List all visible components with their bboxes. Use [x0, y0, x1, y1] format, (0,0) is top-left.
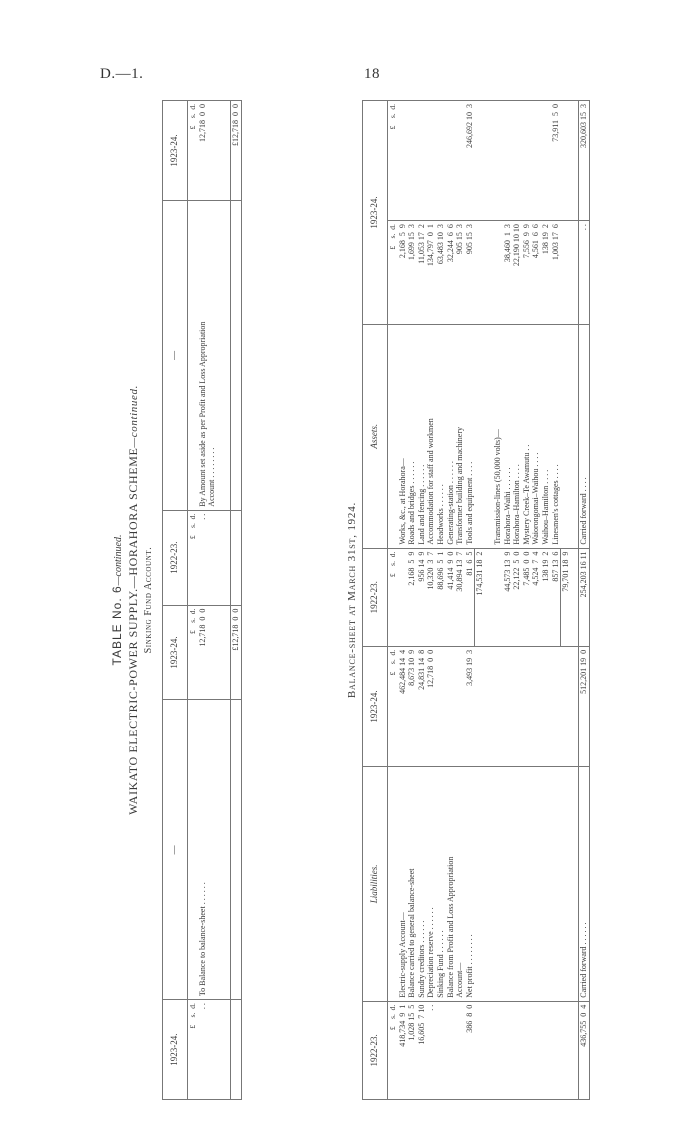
asset-2324-cell: 38,460 1 3	[503, 221, 513, 325]
sf-header-2223: 1922-23.	[163, 510, 188, 605]
sf-header-blank-right: —	[163, 200, 188, 510]
asset-2324-cell: 1,699 15 3	[407, 221, 417, 325]
asset-label: Horahora–Waihi . . . . . .	[503, 324, 513, 548]
liab-2223-cell: . .	[426, 1001, 436, 1099]
asset-2324-cell: 7,556 9 9	[522, 221, 532, 325]
asset-2324-cell: 905 15 3	[455, 221, 465, 325]
asset-2223-cell: 22,122 5 0	[512, 548, 522, 646]
scheme-title: WAIKATO ELECTRIC-POWER SUPPLY.—HORAHORA SCHEME—continued.	[126, 385, 140, 815]
asset-label: Generating-station . . . . . .	[446, 324, 456, 548]
asset-2223-subtotal: 174,531 18 2	[475, 548, 485, 646]
asset-2324-cell: 905 15 3	[465, 221, 475, 325]
bs-unit: £ s. d.	[388, 101, 398, 221]
liab-2324-cell: 12,718 0 0	[426, 646, 436, 766]
liab-2324-cell: 8,673 10 9	[407, 646, 417, 766]
asset-2223-cell: 4,524 7 4	[531, 548, 541, 646]
sf-right-total: £12,718 0 0	[231, 101, 242, 201]
asset-2223-total: 254,203 16 11	[579, 548, 590, 646]
asset-label: Tools and equipment . . . .	[465, 324, 475, 548]
asset-label: Horahora–Hamilton . . . .	[512, 324, 522, 548]
asset-label: Waihou–Hamilton . . . .	[541, 324, 551, 548]
balance-sheet-table	[362, 100, 590, 1100]
asset-2324-cell: 63,483 10 3	[436, 221, 446, 325]
bs-header-assets: Assets.	[363, 324, 388, 548]
sf-unit-2223: £ s. d.	[188, 510, 198, 605]
asset-2324-subtotal-2: 73,911 5 0	[551, 101, 561, 221]
page-number: 18	[364, 66, 380, 82]
asset-2324-cell: 134,797 0 1	[426, 221, 436, 325]
sf-mid-value: 12,718 0 0	[198, 605, 208, 700]
asset-label: Headworks . . . . . .	[436, 324, 446, 548]
liab-2223-cell: 386 8 0	[465, 1001, 475, 1099]
asset-label: Linesmen's cottages . . . .	[551, 324, 561, 548]
asset-2223-cell: 44,573 13 9	[503, 548, 513, 646]
asset-2223-cell: 138 19 2	[541, 548, 551, 646]
sf-unit-mid: £ s. d.	[188, 605, 198, 700]
asset-2223-cell: 7,485 0 0	[522, 548, 532, 646]
liab-2223-cell: 418,734 9 1	[398, 1001, 408, 1099]
sinking-fund-table	[162, 100, 242, 1100]
page-code: D.—1.	[100, 66, 144, 82]
asset-2324-cell: 4,561 6 6	[531, 221, 541, 325]
liab-2223-cell: 1,028 15 5	[407, 1001, 417, 1099]
liab-label: Account—	[455, 767, 465, 1002]
asset-2223-cell: 30,894 13 7	[455, 548, 465, 646]
asset-2324-cell: 1,003 17 6	[551, 221, 561, 325]
asset-carried-forward: Carried forward . . . .	[579, 324, 590, 548]
asset-2223-cell: 857 13 6	[551, 548, 561, 646]
sf-unit-left: £ s. d.	[188, 1000, 198, 1100]
asset-2324-cell: 32,244 6 6	[446, 221, 456, 325]
asset-2324-cell: 2,168 5 9	[398, 221, 408, 325]
liab-carried-forward: Carried forward . . . . . .	[579, 767, 590, 1002]
bs-header-2223-left: 1922-23.	[363, 1001, 388, 1099]
asset-2324-subtotal: 246,692 10 3	[465, 101, 475, 221]
sf-mid-total: £12,718 0 0	[231, 605, 242, 700]
bs-header-2223-right: 1922-23.	[363, 548, 388, 646]
bs-header-2324-right: 1923-24.	[363, 101, 388, 325]
asset-2324-dots: . .	[579, 221, 590, 325]
asset-2324-cell: 22,190 10 10	[512, 221, 522, 325]
asset-label: Transmission-lines (50,000 volts)—	[493, 324, 503, 548]
liab-label: Sundry creditors . . . . . .	[417, 767, 427, 1002]
sf-left-cell: . .	[198, 1000, 208, 1100]
liab-label: Balance carried to general balance-sheet	[407, 767, 417, 1002]
liab-2223-cell: 16,605 7 10	[417, 1001, 427, 1099]
liab-2324-cell: 24,831 14 8	[417, 646, 427, 766]
liab-2324-total: 512,201 19 0	[579, 646, 590, 766]
liab-2223-total: 436,755 0 4	[579, 1001, 590, 1099]
sf-unit-right: £ s. d.	[188, 101, 198, 201]
asset-2324-cell: 11,053 17 2	[417, 221, 427, 325]
asset-label: Roads and bridges . . . . . .	[407, 324, 417, 548]
bs-unit: £ s. d.	[388, 646, 398, 766]
bs-header-liabilities: Liabilities.	[363, 767, 388, 1002]
balance-sheet-title: Balance-sheet at March 31st, 1924.	[346, 501, 358, 699]
bs-header-2324-left: 1923-24.	[363, 646, 388, 766]
asset-label: Land and fencing . . . . . .	[417, 324, 427, 548]
liab-label: Balance from Profit and Loss Appropriation	[446, 767, 456, 1002]
asset-label: Transformer building and machinery	[455, 324, 465, 548]
sf-header-2324-left: 1923-24.	[163, 1000, 188, 1100]
asset-2223-cell: 956 14 9	[417, 548, 427, 646]
table-title: TABLE No. 6—continued.	[110, 534, 124, 666]
asset-label: Waiorongomai–Waihou . . . .	[531, 324, 541, 548]
liab-label: Electric-supply Account—	[398, 767, 408, 1002]
asset-label: Works, &c., at Horahora—	[398, 324, 408, 548]
sf-left-label: To Balance to balance-sheet . . . . . .	[198, 700, 208, 1000]
liab-2324-net-profit: 3,493 19 3	[465, 646, 475, 766]
sf-header-blank-left: —	[163, 700, 188, 1000]
sf-right-label: By Amount set aside as per Profit and Loss Appropriation	[198, 200, 208, 510]
sf-header-2324-right: 1923-24.	[163, 101, 188, 201]
liab-label: Sinking Fund . . . . . .	[436, 767, 446, 1002]
asset-2324-cell: 138 19 2	[541, 221, 551, 325]
asset-2223-cell: 2,168 5 9	[407, 548, 417, 646]
sinking-fund-title: Sinking Fund Account.	[143, 546, 154, 654]
sf-header-2324-mid: 1923-24.	[163, 605, 188, 700]
asset-2223-subtotal-2: 79,701 18 9	[561, 548, 571, 646]
sf-right-label-2: Account . . . . . . . .	[207, 200, 217, 510]
asset-2223-cell: 81 6 5	[465, 548, 475, 646]
asset-2223-cell: 10,320 3 7	[426, 548, 436, 646]
liab-label: Net profit . . . . . . . .	[465, 767, 475, 1002]
bs-unit: £ s. d.	[388, 548, 398, 646]
sf-right-value: 12,718 0 0	[198, 101, 208, 201]
sf-2223-value: . .	[198, 510, 208, 605]
asset-label: Mystery Creek–Te Awamutu . .	[522, 324, 532, 548]
liab-2324-cell: 462,484 14 4	[398, 646, 408, 766]
asset-2324-total: 320,603 15 3	[579, 101, 590, 221]
asset-2223-cell: 41,414 9 0	[446, 548, 456, 646]
liab-label: Depreciation reserve . . . . . .	[426, 767, 436, 1002]
bs-unit: £ s. d.	[388, 1001, 398, 1099]
asset-label: Accommodation for staff and workmen	[426, 324, 436, 548]
rotated-page	[110, 100, 670, 1100]
asset-2223-cell: 88,696 5 1	[436, 548, 446, 646]
bs-unit: £ s. d.	[388, 221, 398, 325]
